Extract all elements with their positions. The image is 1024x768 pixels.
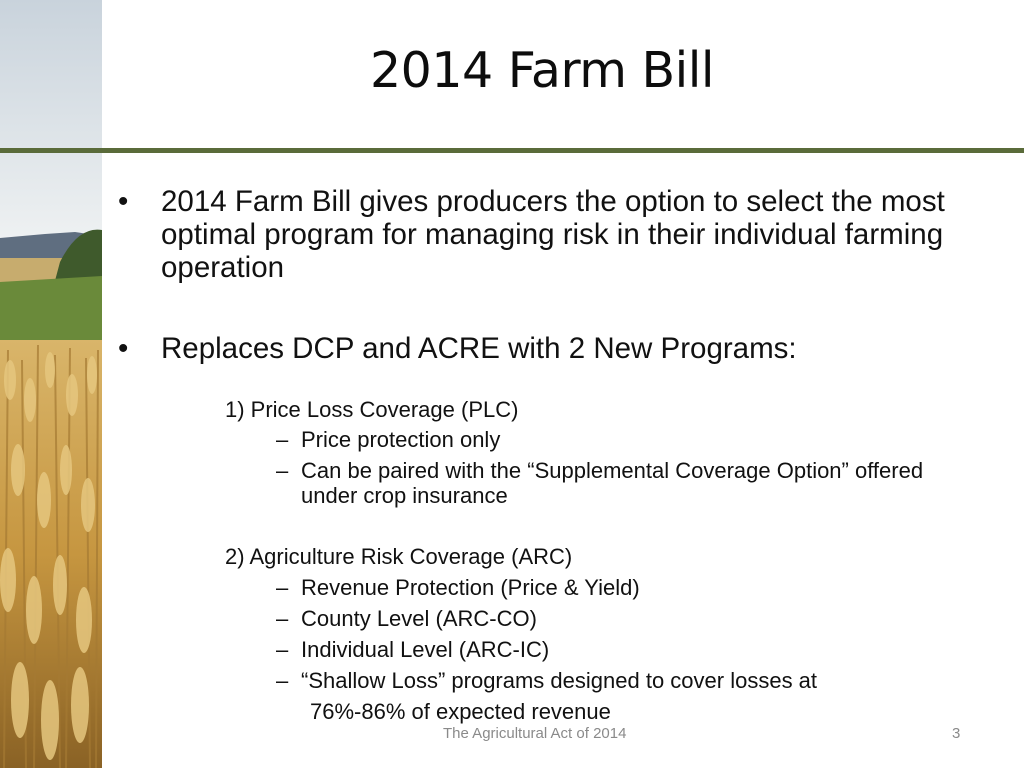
sub-item-text: Can be paired with the “Supplemental Coverage Option” offered under crop insurance — [301, 458, 924, 508]
bullet-text: 2014 Farm Bill gives producers the option to select the most optimal program for managing risk in their individual farming operation — [161, 185, 945, 284]
wheat-field-image — [0, 0, 102, 768]
sub-item-text: “Shallow Loss” programs designed to cover losses at — [301, 668, 818, 693]
dash-marker: – — [276, 575, 289, 600]
footer-text: The Agricultural Act of 2014 — [443, 725, 627, 742]
title-area — [102, 0, 1024, 150]
bullet-marker: • — [118, 332, 129, 365]
slide-title: 2014 Farm Bill — [369, 42, 715, 99]
bullet-marker: • — [118, 185, 129, 218]
dash-marker: – — [276, 606, 289, 631]
program-heading-arc: 2) Agriculture Risk Coverage (ARC) — [225, 544, 573, 569]
title-divider — [0, 148, 1024, 153]
sub-item-text: Revenue Protection (Price & Yield) — [301, 575, 640, 600]
page-number: 3 — [952, 725, 961, 742]
dash-marker: – — [276, 637, 289, 662]
dash-marker: – — [276, 427, 289, 452]
bullet-text: Replaces DCP and ACRE with 2 New Programs: — [161, 332, 797, 365]
dash-marker: – — [276, 668, 289, 693]
sub-item-text: Price protection only — [301, 427, 501, 452]
sub-item-continuation: 76%-86% of expected revenue — [310, 699, 611, 724]
dash-marker: – — [276, 458, 289, 483]
sub-item-text: Individual Level (ARC-IC) — [301, 637, 550, 662]
sub-item-text: County Level (ARC-CO) — [301, 606, 537, 631]
program-heading-plc: 1) Price Loss Coverage (PLC) — [225, 397, 519, 422]
